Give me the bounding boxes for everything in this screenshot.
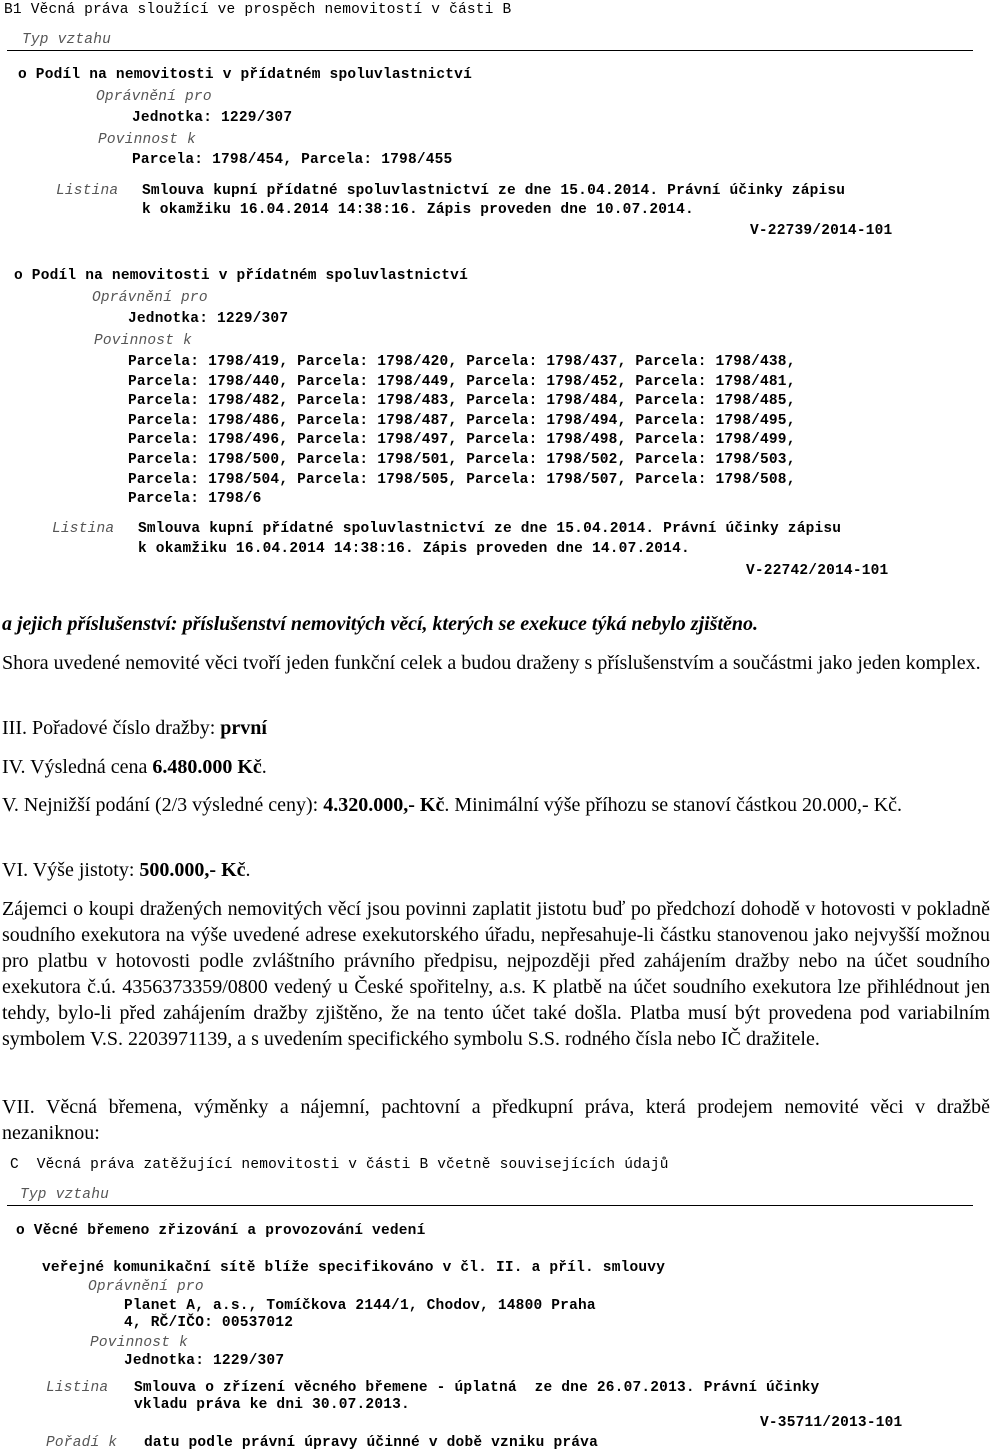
listina-label: Listina — [56, 183, 119, 199]
divider — [7, 50, 973, 51]
listina-line: vkladu práva ke dni 30.07.2013. — [134, 1397, 410, 1413]
opravneni-label: Oprávnění pro — [96, 89, 212, 105]
povinnost-label: Povinnost k — [98, 132, 196, 148]
povinnost-line: Parcela: 1798/6 — [128, 491, 262, 507]
povinnost-line: Parcela: 1798/419, Parcela: 1798/420, Parcela: 1798/437, Parcela: 1798/438, — [128, 354, 796, 370]
divider — [7, 1205, 973, 1206]
opravneni-label: Oprávnění pro — [92, 290, 208, 306]
lowest-bid-label: V. Nejnižší podání (2/3 výsledné ceny): — [2, 794, 324, 816]
reference-number: V-22739/2014-101 — [750, 223, 893, 239]
auction-order-label: III. Pořadové číslo dražby: — [2, 717, 221, 739]
auction-order-line — [2, 715, 990, 741]
listina-line: Smlouva o zřízení věcného břemene - úplatná ze dne 26.07.2013. Právní účinky — [134, 1380, 820, 1396]
listina-line: k okamžiku 16.04.2014 14:38:16. Zápis proveden dne 10.07.2014. — [142, 202, 694, 218]
resulting-price-line — [2, 754, 990, 780]
min-increment-text: . Minimální výše příhozu se stanoví částkou 20.000,- Kč. — [444, 794, 903, 816]
listina-line: Smlouva kupní přídatné spoluvlastnictví ze dne 15.04.2014. Právní účinky zápisu — [142, 183, 846, 199]
punctuation: . — [245, 859, 251, 881]
resulting-price-value: 6.480.000 Kč — [152, 756, 262, 778]
deposit-value: 500.000,- Kč — [139, 859, 246, 881]
listina-line: k okamžiku 16.04.2014 14:38:16. Zápis proveden dne 14.07.2014. — [138, 541, 690, 557]
easements-paragraph: VII. Věcná břemena, výměnky a nájemní, pachtovní a předkupní práva, která prodejem nemovité věci v dražbě nezaniknou: — [2, 1096, 990, 1144]
deposit-label: VI. Výše jistoty: — [2, 859, 140, 881]
entry-title: o Věcné břemeno zřizování a provozování vedení — [16, 1223, 426, 1239]
typ-vztahu-label: Typ vztahu — [20, 1187, 110, 1203]
reference-number: V-22742/2014-101 — [746, 563, 889, 579]
opravneni-label: Oprávnění pro — [88, 1279, 204, 1295]
povinnost-label: Povinnost k — [90, 1335, 188, 1351]
povinnost-line: Parcela: 1798/482, Parcela: 1798/483, Parcela: 1798/484, Parcela: 1798/485, — [128, 393, 796, 409]
povinnost-line: Parcela: 1798/486, Parcela: 1798/487, Parcela: 1798/494, Parcela: 1798/495, — [128, 413, 796, 429]
povinnost-value: Jednotka: 1229/307 — [124, 1353, 285, 1369]
povinnost-line: Parcela: 1798/454, Parcela: 1798/455 — [132, 152, 453, 168]
listina-label: Listina — [52, 521, 115, 537]
povinnost-line: Parcela: 1798/504, Parcela: 1798/505, Parcela: 1798/507, Parcela: 1798/508, — [128, 472, 796, 488]
lowest-bid-value: 4.320.000,- Kč — [323, 794, 445, 816]
deposit-paragraph: Zájemci o koupi dražených nemovitých věcí jsou povinni zaplatit jistotu buď po předchozí dohodě v hotovosti v pokladně soudního exekutora na výše uvedené adrese exekutorského úřadu, nepřesahuje-li částku stanovenou jako nejvyšší možnou pro platbu v hotovosti podle zvláštního právního předpisu, nejpozději před zahájením dražby nebo na účet soudního exekutora č.ú. 4356373359/0800 vedený u České spořitelny, a.s. K platbě na účet soudního exekutora lze přihlédnout jen tehdy, bylo-li před zahájením dražby zjištěno, že na tento účet také došla. Platba musí být provedena pod variabilním symbolem V.S. 2203971139, a s uvedením specifického symbolu S.S. rodného čísla nebo IČ dražitele. — [2, 898, 990, 1050]
entry-title: o Podíl na nemovitosti v přídatném spoluvlastnictví — [18, 67, 472, 83]
povinnost-line: Parcela: 1798/496, Parcela: 1798/497, Parcela: 1798/498, Parcela: 1798/499, — [128, 432, 796, 448]
poradi-value: datu podle právní úpravy účinné v době vzniku práva — [144, 1435, 598, 1451]
poradi-label: Pořadí k — [46, 1435, 118, 1451]
lowest-bid-paragraph — [2, 792, 990, 818]
typ-vztahu-label: Typ vztahu — [22, 32, 112, 48]
listina-label: Listina — [46, 1380, 109, 1396]
punctuation: . — [261, 756, 267, 778]
opravneni-value: Jednotka: 1229/307 — [132, 110, 293, 126]
opravneni-line: 4, RČ/IČO: 00537012 — [124, 1315, 294, 1331]
entry-subtitle: veřejné komunikační sítě blíže specifikováno v čl. II. a příl. smlouvy — [42, 1260, 666, 1276]
deposit-line — [2, 857, 990, 883]
section-b1-header: B1 Věcná práva sloužící ve prospěch nemovitostí v části B — [4, 2, 512, 18]
section-c-header: C Věcná práva zatěžující nemovitosti v části B včetně souvisejících údajů — [10, 1157, 669, 1173]
opravneni-value: Jednotka: 1229/307 — [128, 311, 289, 327]
komplex-paragraph: Shora uvedené nemovité věci tvoří jeden funkční celek a budou draženy s příslušenstvím a součástmi jako jeden komplex. — [2, 652, 981, 674]
entry-title: o Podíl na nemovitosti v přídatném spoluvlastnictví — [14, 268, 468, 284]
opravneni-line: Planet A, a.s., Tomíčkova 2144/1, Chodov, 14800 Praha — [124, 1298, 596, 1314]
resulting-price-label: IV. Výsledná cena — [2, 756, 153, 778]
povinnost-line: Parcela: 1798/500, Parcela: 1798/501, Parcela: 1798/502, Parcela: 1798/503, — [128, 452, 796, 468]
prislusenstvi-note: a jejich příslušenství: příslušenství nemovitých věcí, kterých se exekuce týká nebylo zjištěno. — [2, 613, 759, 635]
listina-line: Smlouva kupní přídatné spoluvlastnictví ze dne 15.04.2014. Právní účinky zápisu — [138, 521, 842, 537]
reference-number: V-35711/2013-101 — [760, 1415, 903, 1431]
povinnost-line: Parcela: 1798/440, Parcela: 1798/449, Parcela: 1798/452, Parcela: 1798/481, — [128, 374, 796, 390]
auction-order-value: první — [220, 717, 267, 739]
povinnost-label: Povinnost k — [94, 333, 192, 349]
